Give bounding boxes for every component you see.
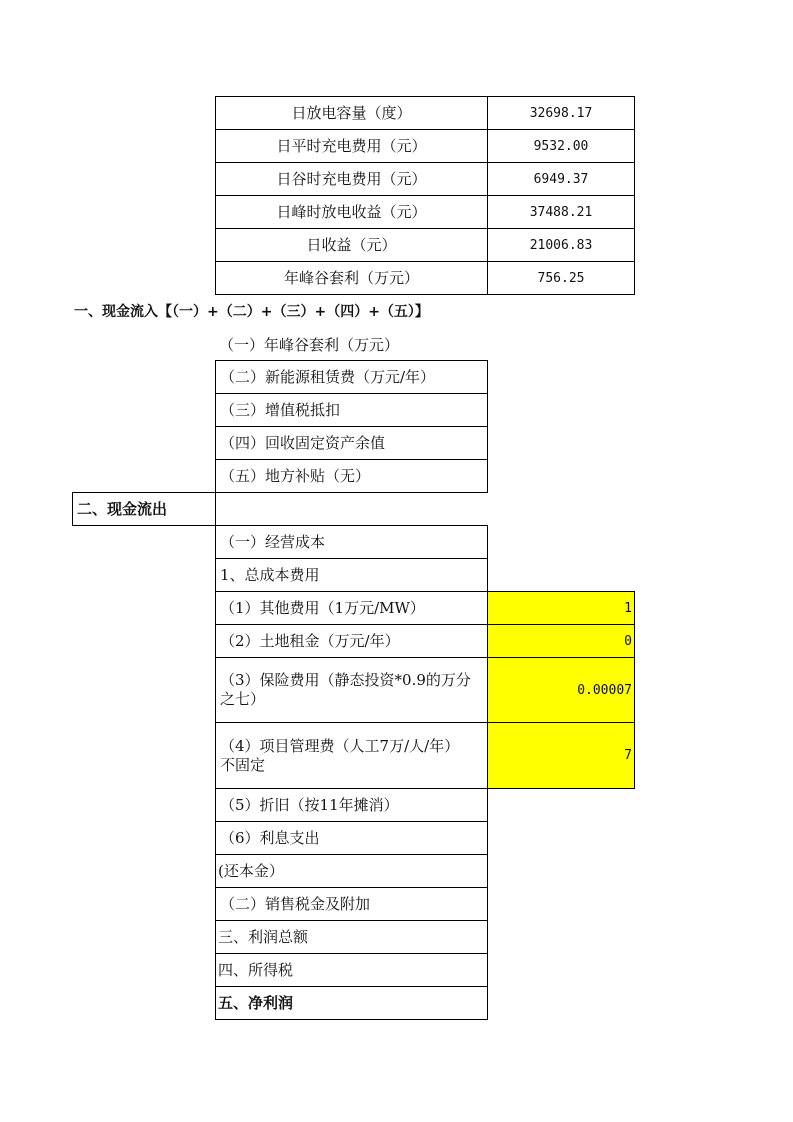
cash-inflow-heading: 一、现金流入【（一）+（二）+（三）+（四）+（五）】 (74, 303, 429, 320)
cost-item-value: 7 (487, 722, 635, 789)
cost-item-label: （2）土地租金（万元/年） (215, 624, 488, 658)
outflow-item: （二）销售税金及附加 (215, 887, 488, 921)
cost-item-label: （1）其他费用（1万元/MW） (215, 591, 488, 625)
cost-item-value: 0.00007 (487, 657, 635, 723)
total-cost-row: 1、总成本费用 (215, 558, 488, 592)
cost-item-value: 1 (487, 591, 635, 625)
outflow-item: （5）折旧（按11年摊消） (215, 788, 488, 822)
inflow-item: （一）年峰谷套利（万元） (219, 335, 400, 354)
top-row-value: 6949.37 (487, 162, 635, 196)
top-row-value: 9532.00 (487, 129, 635, 163)
top-row-label: 年峰谷套利（万元） (215, 261, 488, 295)
cost-item-label: （4）项目管理费（人工7万/人/年）不固定 (215, 722, 488, 789)
top-row-value: 21006.83 (487, 228, 635, 262)
top-row-label: 日谷时充电费用（元） (215, 162, 488, 196)
cost-item-label: （3）保险费用（静态投资*0.9的万分之七） (215, 657, 488, 723)
top-row-label: 日放电容量（度） (215, 96, 488, 130)
top-row-value: 37488.21 (487, 195, 635, 229)
cash-outflow-heading: 二、现金流出 (72, 492, 216, 526)
top-row-label: 日峰时放电收益（元） (215, 195, 488, 229)
top-row-value: 32698.17 (487, 96, 635, 130)
inflow-item: （三）增值税抵扣 (215, 393, 488, 427)
net-profit-row: 五、净利润 (215, 986, 488, 1020)
top-row-label: 日平时充电费用（元） (215, 129, 488, 163)
cost-item-value: 0 (487, 624, 635, 658)
inflow-item: （二）新能源租赁费（万元/年） (215, 360, 488, 394)
operating-cost-row: （一）经营成本 (215, 525, 488, 559)
top-row-value: 756.25 (487, 261, 635, 295)
outflow-item: (还本金） (215, 854, 488, 888)
top-row-label: 日收益（元） (215, 228, 488, 262)
inflow-item: （五）地方补贴（无） (215, 459, 488, 493)
profit-total-row: 三、利润总额 (215, 920, 488, 954)
outflow-item: （6）利息支出 (215, 821, 488, 855)
income-tax-row: 四、所得税 (215, 953, 488, 987)
inflow-item: （四）回收固定资产余值 (215, 426, 488, 460)
